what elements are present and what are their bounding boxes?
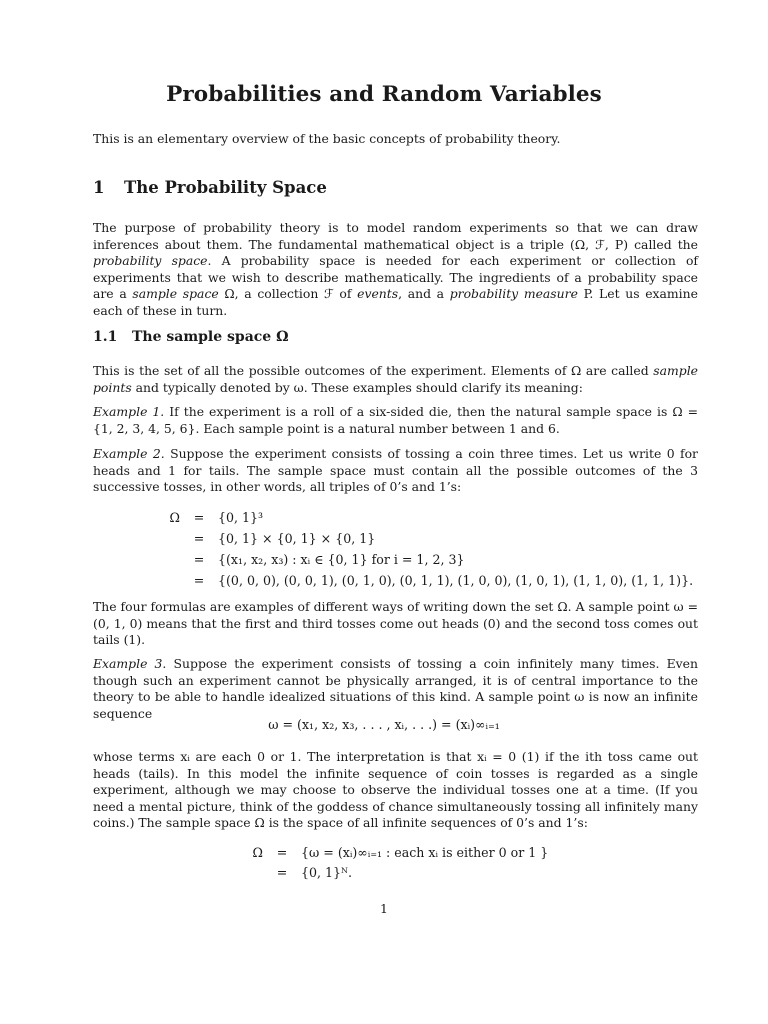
sequence-equation: ω = (x₁, x₂, x₃, . . . , xᵢ, . . .) = (xᵢ)∞ᵢ₌₁: [268, 717, 500, 732]
equation-block-triples: [160, 507, 693, 591]
section-number: 1: [93, 178, 105, 197]
equation-line: Ω = {ω = (xᵢ)∞ᵢ₌₁ : each xᵢ is either 0 or 1 }: [252, 845, 549, 860]
section-title: The Probability Space: [124, 178, 327, 197]
example-2-label: Example 2.: [93, 446, 165, 461]
equation-block-sequences: [243, 843, 548, 883]
intro-paragraph: This is an elementary overview of the basic concepts of probability theory.: [93, 131, 561, 146]
example-3-paragraph: Example 3. Suppose the experiment consists of tossing a coin infinitely many times. Even though such an experiment cannot be physically arranged, it is of central importance to the theory to be able to handle idealized situations of this kind. A sample point ω is now an infinite sequence: [93, 656, 698, 721]
formulas-paragraph: The four formulas are examples of different ways of writing down the set Ω. A sample point ω = (0, 1, 0) means that the first and third tosses come out heads (0) and the second toss comes out tails (1).: [93, 599, 698, 648]
section1-paragraph: The purpose of probability theory is to model random experiments so that we can draw inferences about them. The fundamental mathematical object is a triple (Ω, ℱ, P) called the probability space. A probability space is needed for each experiment or collection of experiments that we wish to describe mathematically. The ingredients of a probability space are a sample space Ω, a collection ℱ of events, and a probability measure P. Let us examine each of these in turn.: [93, 220, 698, 318]
equation-line: = {(x₁, x₂, x₃) : xᵢ ∈ {0, 1} for i = 1, 2, 3}: [193, 552, 465, 567]
document-title: Probabilities and Random Variables: [166, 82, 602, 107]
section-heading: [93, 178, 327, 197]
equation-line: = {0, 1} × {0, 1} × {0, 1}: [193, 531, 376, 546]
terms-paragraph: whose terms xᵢ are each 0 or 1. The interpretation is that xᵢ = 0 (1) if the ith toss came out heads (tails). In this model the infinite sequence of coin tosses is regarded as a single experiment, although we may choose to observe the individual tosses one at a time. (If you need a mental picture, think of the goddess of chance simultaneously tossing all infinitely many coins.) The sample space Ω is the space of all infinite sequences of 0’s and 1’s:: [93, 749, 698, 831]
example-2-paragraph: Example 2. Suppose the experiment consists of tossing a coin three times. Let us write 0 for heads and 1 for tails. The sample space must contain all the possible outcomes of the 3 successive tosses, in other words, all triples of 0’s and 1’s:: [93, 446, 698, 495]
example-1-paragraph: Example 1. If the experiment is a roll of a six-sided die, then the natural sample space is Ω = {1, 2, 3, 4, 5, 6}. Each sample point is a natural number between 1 and 6.: [93, 404, 698, 436]
equation-line: Ω = {0, 1}³: [169, 510, 264, 525]
example-3-label: Example 3.: [93, 656, 167, 671]
equation-line: = {(0, 0, 0), (0, 0, 1), (0, 1, 0), (0, 1, 1), (1, 0, 0), (1, 0, 1), (1, 1, 0), (1, 1, 1)}.: [193, 573, 694, 588]
equation-line: = {0, 1}ᴺ.: [276, 865, 352, 880]
example-1-label: Example 1.: [93, 404, 165, 419]
subsection-title: The sample space Ω: [132, 329, 289, 345]
subsection-number: 1.1: [93, 329, 118, 345]
page-number: 1: [380, 901, 388, 916]
sample-space-paragraph: This is the set of all the possible outcomes of the experiment. Elements of Ω are called sample points and typically denoted by ω. These examples should clarify its meaning:: [93, 363, 698, 395]
subsection-heading: [93, 329, 289, 345]
